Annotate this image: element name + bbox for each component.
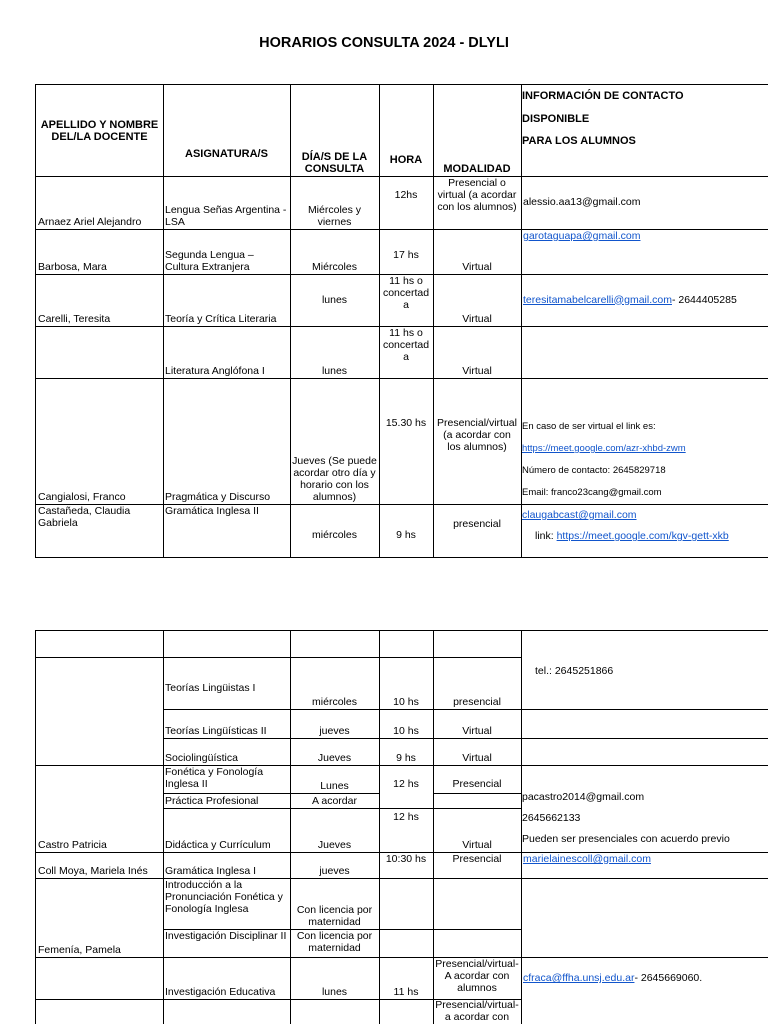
table-cell-dia: miércoles — [290, 657, 380, 710]
table-cell-dia: miércoles — [290, 504, 380, 558]
table-cell-hora: 15.30 hs — [379, 378, 434, 505]
header-asignatura: ASIGNATURA/S — [163, 84, 291, 177]
table-cell-hora — [379, 929, 434, 958]
table-row-docente — [35, 999, 164, 1024]
table-cell-dia: A acordar — [290, 793, 380, 809]
table-cell-contacto — [521, 852, 768, 879]
table-cell-hora: 12hs — [379, 176, 434, 230]
table-cell-empty — [35, 630, 164, 658]
table-cell-contacto: claugabcast@gmail.com link: https://meet.google.com/kgv-gett-xkb — [521, 504, 768, 558]
table-cell-modalidad — [433, 793, 522, 809]
table-cell-dia: Miércoles — [290, 229, 380, 275]
header-docente: APELLIDO Y NOMBRE DEL/LA DOCENTE — [35, 84, 164, 177]
table-row-docente: Castro Patricia — [35, 765, 164, 853]
table-cell-contacto: cfraca@ffha.unsj.edu.ar - 2645669060. — [523, 972, 703, 984]
table-cell-asignatura: Segunda Lengua – Cultura Extranjera — [163, 229, 291, 275]
header-hora: HORA — [379, 84, 434, 177]
header-modalidad: MODALIDAD — [433, 84, 522, 177]
table-cell-modalidad: Presencial/virtual- A acordar con alumnos — [433, 957, 522, 1000]
table-row-docente — [35, 957, 164, 1000]
table-cell-empty — [379, 630, 434, 658]
email-link[interactable]: garotaguapa@gmail.com — [523, 230, 641, 242]
table-cell-modalidad: Virtual — [433, 709, 522, 739]
email-link[interactable]: teresitamabelcarelli@gmail.com — [523, 293, 672, 306]
header-contacto: INFORMACIÓN DE CONTACTO DISPONIBLE PARA LOS ALUMNOS — [521, 84, 768, 177]
table-cell-dia — [290, 999, 380, 1024]
table-row-docente — [35, 657, 164, 766]
table-cell-contacto — [521, 709, 768, 739]
table-cell-empty — [290, 630, 380, 658]
table-cell-modalidad: Presencial — [433, 852, 522, 879]
table-cell-asignatura: Teorías Lingüísticas II — [163, 709, 291, 739]
table-cell-modalidad — [433, 878, 522, 930]
table-cell-contacto: teresitamabelcarelli@gmail.com - 2644405285 — [521, 274, 768, 327]
email-link[interactable]: claugabcast@gmail.com — [522, 509, 637, 521]
table-row-docente: Barbosa, Mara — [35, 229, 164, 275]
table-cell-asignatura: Literatura Anglófona I — [163, 326, 291, 379]
table-cell-modalidad: presencial — [433, 657, 522, 710]
table-cell-contacto: tel.: 2645251866 — [521, 630, 768, 710]
table-cell-asignatura: Investigación Educativa — [163, 957, 291, 1000]
table-cell-contacto — [521, 878, 768, 958]
table-cell-asignatura: Gramática Inglesa I — [163, 852, 291, 879]
table-cell-dia: Jueves (Se puede acordar otro día y horario con los alumnos) — [290, 378, 380, 505]
table-cell-hora: 11 hs o concertad a — [379, 274, 434, 327]
table-cell-hora — [379, 878, 434, 930]
table-row-docente: Femenía, Pamela — [35, 878, 164, 958]
table-cell-empty — [433, 630, 522, 658]
table-cell-hora: 10:30 hs — [379, 852, 434, 879]
meet-link[interactable]: https://meet.google.com/kgv-gett-xkb — [556, 530, 729, 542]
table-cell-asignatura: Introducción a la Pronunciación Fonética y Fonología Inglesa — [163, 878, 291, 930]
table-cell-asignatura: Fonética y Fonología Inglesa II — [163, 765, 291, 794]
table-row-docente: Arnaez Ariel Alejandro — [35, 176, 164, 230]
table-cell-asignatura: Teoría y Crítica Literaria — [163, 274, 291, 327]
page-title: HORARIOS CONSULTA 2024 - DLYLI — [259, 35, 509, 51]
table-cell-hora: 12 hs — [379, 808, 434, 853]
table-cell-hora: 17 hs — [379, 229, 434, 275]
table-cell-empty — [163, 630, 291, 658]
table-cell-dia: Con licencia por maternidad — [290, 878, 380, 930]
table-cell-dia: jueves — [290, 852, 380, 879]
table-cell-dia: Jueves — [290, 808, 380, 853]
table-cell-contacto — [521, 738, 768, 766]
table-row-docente: Carelli, Teresita — [35, 274, 164, 327]
table-cell-hora: 10 hs — [379, 657, 434, 710]
email-link[interactable]: marielainescoll@gmail.com — [523, 853, 651, 865]
email-link[interactable]: cfraca@ffha.unsj.edu.ar — [523, 972, 635, 984]
table-cell-dia: lunes — [290, 957, 380, 1000]
table-cell-contacto: pacastro2014@gmail.com 2645662133 Pueden ser presenciales con acuerdo previo — [521, 765, 768, 853]
table-cell-modalidad: Virtual — [433, 274, 522, 327]
table-cell-modalidad: Presencial o virtual (a acordar con los alumnos) — [433, 176, 522, 230]
table-cell-asignatura: Investigación Disciplinar II — [163, 929, 291, 958]
header-dia: DÍA/S DE LA CONSULTA — [290, 84, 380, 177]
table-cell-dia: Con licencia por maternidad — [290, 929, 380, 958]
table-cell-hora: 11 hs o concertad a — [379, 326, 434, 379]
table-cell-dia: Lunes — [290, 765, 380, 794]
table-cell-asignatura: Gramática Inglesa II — [163, 504, 291, 558]
table-cell-asignatura — [163, 999, 291, 1024]
table-row-docente: Cangialosi, Franco — [35, 378, 164, 505]
table-cell-hora: 9 hs — [379, 504, 434, 558]
table-cell-modalidad: Presencial — [433, 765, 522, 794]
table-cell-contacto — [521, 326, 768, 379]
table-cell-hora: 9 hs — [379, 738, 434, 766]
table-cell-modalidad: presencial — [433, 504, 522, 558]
table-cell-modalidad: Virtual — [433, 808, 522, 853]
table-cell-dia: Miércoles y viernes — [290, 176, 380, 230]
table-cell-contacto: En caso de ser virtual el link es: https://meet.google.com/azr-xhbd-zwm Número de contacto: 2645829718 Email: franco23cang@gmail.com — [521, 378, 768, 505]
table-cell-asignatura: Didáctica y Currículum — [163, 808, 291, 853]
table-cell-hora — [379, 999, 434, 1024]
table-cell-dia: Jueves — [290, 738, 380, 766]
table-row-docente: Castañeda, Claudia Gabriela — [35, 504, 164, 558]
table-cell-modalidad: Virtual — [433, 326, 522, 379]
table-row-docente — [35, 326, 164, 379]
table-row-docente: Coll Moya, Mariela Inés — [35, 852, 164, 879]
table-cell-hora: 12 hs — [379, 765, 434, 809]
table-cell-asignatura: Pragmática y Discurso — [163, 378, 291, 505]
table-cell-dia: jueves — [290, 709, 380, 739]
table-cell-dia: lunes — [290, 326, 380, 379]
table-cell-modalidad: Virtual — [433, 738, 522, 766]
table-cell-modalidad: Virtual — [433, 229, 522, 275]
table-cell-dia: lunes — [290, 274, 380, 327]
table-cell-modalidad — [433, 929, 522, 958]
table-cell-hora: 11 hs — [379, 957, 434, 1000]
table-cell-asignatura: Teorías Lingüistas I — [163, 657, 291, 710]
table-cell-modalidad: Presencial/virtual- a acordar con — [433, 999, 522, 1024]
table-cell-asignatura: Lengua Señas Argentina - LSA — [163, 176, 291, 230]
meet-link[interactable]: https://meet.google.com/azr-xhbd-zwm — [522, 443, 686, 454]
table-cell-modalidad: Presencial/virtual (a acordar con los alumnos) — [433, 378, 522, 505]
table-cell-contacto: alessio.aa13@gmail.com — [521, 176, 768, 230]
table-cell-hora: 10 hs — [379, 709, 434, 739]
table-cell-asignatura: Práctica Profesional — [163, 793, 291, 809]
table-cell-asignatura: Sociolingüística — [163, 738, 291, 766]
table-cell-contacto — [521, 229, 768, 275]
